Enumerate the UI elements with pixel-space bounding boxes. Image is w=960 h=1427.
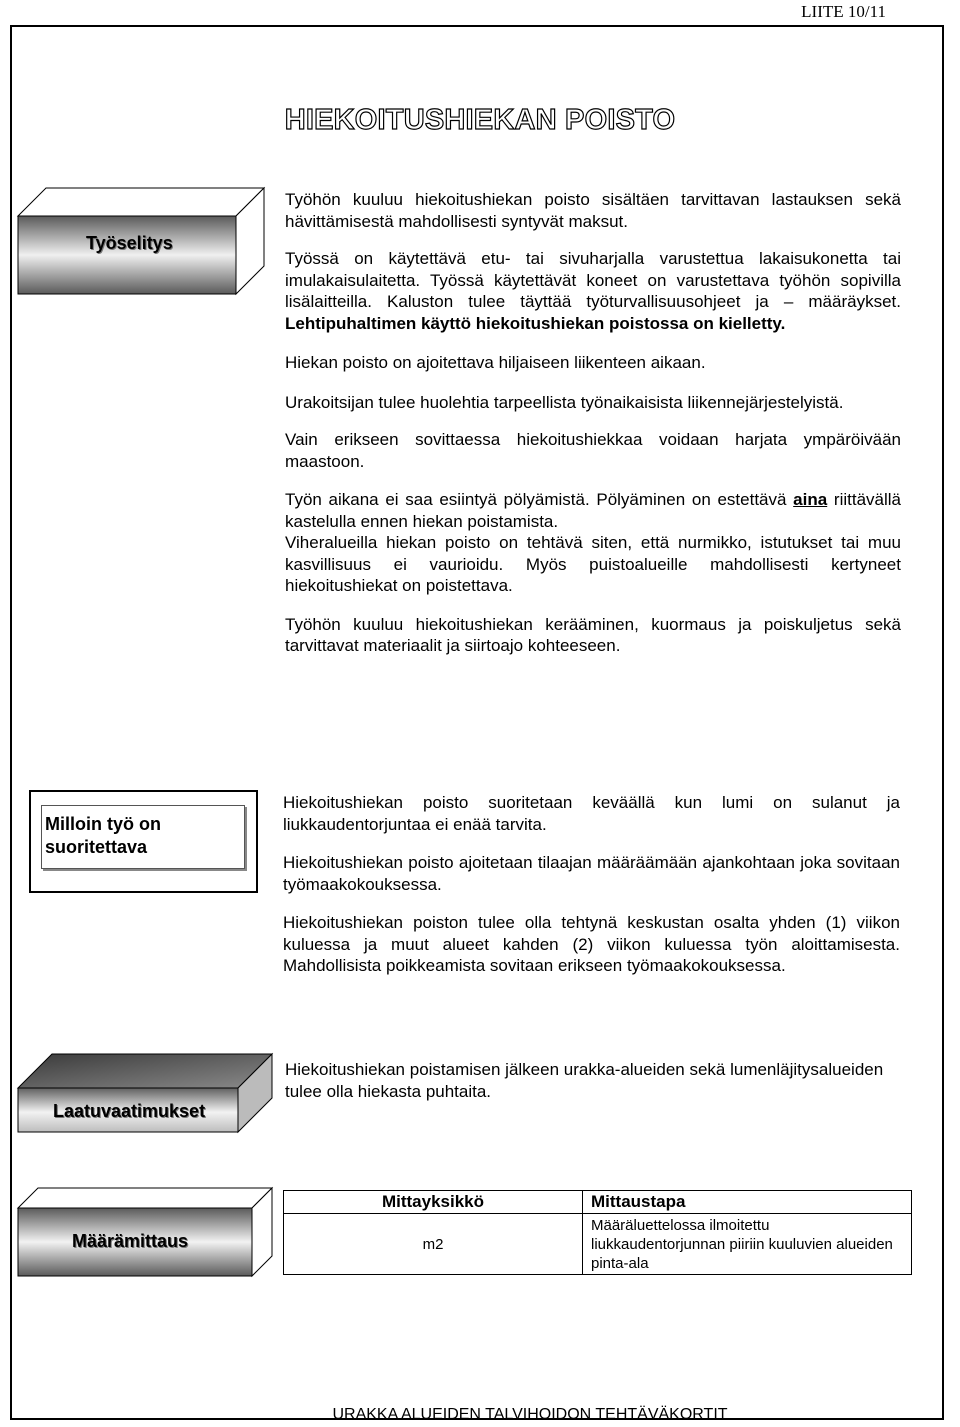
label-line: Milloin työ on	[45, 814, 161, 834]
table-header-row	[284, 1191, 912, 1214]
paragraph: Vain erikseen sovittaessa hiekoitushiekkaa voidaan harjata ympäröivään maastoon.	[285, 430, 901, 471]
section-text-milloin	[283, 792, 900, 977]
paragraph: Viheralueilla hiekan poisto on tehtävä siten, että nurmikko, istutukset tai muu kasvillisuus ei vaurioidu. Myös puistoalueille mahdollisesti kertyneet hiekoitushiekat on poistettava.	[285, 533, 901, 595]
paragraph-text: Työn aikana ei saa esiintyä pölyämistä. Pölyäminen on estettävä	[285, 490, 787, 509]
page-title: HIEKOITUSHIEKAN POISTO	[284, 104, 676, 136]
section-label-tyoselitys: Työselitys	[86, 233, 173, 253]
label-line: suoritettava	[45, 836, 148, 857]
page-number: LIITE 10/11	[801, 2, 886, 21]
paragraph: Hiekoitushiekan poiston tulee olla tehtynä keskustan osalta yhden (1) viikon kuluessa ja muut alueet kahden (2) viikon kuluessa työn aloittamisesta. Mahdollisista poikkeamista sovitaan erikseen työmaakokouksessa.	[283, 913, 900, 975]
paragraph: Työhön kuuluu hiekoitushiekan kerääminen, kuormaus ja poiskuljetus sekä tarvittavat materiaalit ja siirtoajo kohteeseen.	[285, 614, 901, 655]
paragraph-bold-text: Lehtipuhaltimen käyttö hiekoitushiekan poistossa on kielletty.	[285, 313, 786, 333]
section-label-box-maara	[16, 1186, 274, 1278]
paragraph-text: riittävällä kastelulla ennen hiekan poistamista.	[285, 490, 901, 531]
paragraph	[285, 489, 901, 532]
section-label-box-laatu	[16, 1052, 274, 1134]
table-cell: m2	[284, 1214, 583, 1275]
section-label-maara: Määrämittaus	[72, 1231, 189, 1251]
paragraph: Hiekoitushiekan poisto ajoitetaan tilaajan määräämään ajankohtaan joka sovitaan työmaakokouksessa.	[283, 853, 900, 894]
page-footer: URAKKA ALUEIDEN TALVIHOIDON TEHTÄVÄKORTIT	[332, 1406, 728, 1423]
section-label-box-tyoselitys	[16, 186, 266, 296]
paragraph: Hiekoitushiekan poisto suoritetaan keväällä kun lumi on sulanut ja liukkaudentorjuntaa ei enää tarvita.	[283, 793, 900, 834]
table-header-cell: Mittaustapa	[583, 1191, 912, 1214]
measurement-table	[283, 1190, 912, 1275]
paragraph: Työhön kuuluu hiekoitushiekan poisto sisältäen tarvittavan lastauksen sekä hävittämisestä mahdollisesti syntyvät maksut.	[285, 190, 901, 231]
table-cell: Määräluettelossa ilmoitettu liukkaudentorjunnan piiriin kuuluvien alueiden pinta-ala	[583, 1214, 912, 1275]
paragraph-text: Työssä on käytettävä etu- tai sivuharjalla varustettua lakaisukonetta tai imulakaisulaitetta. Työssä käytettävät koneet on varustettava työhön sopivilla lisälaitteilla. Kaluston tulee täyttää työturvallisuusohjeet ja – määräykset.	[285, 249, 901, 311]
table-header-cell: Mittayksikkö	[284, 1191, 583, 1214]
table-row	[284, 1214, 912, 1275]
section-text-tyoselitys	[285, 189, 901, 657]
section-label-milloin	[45, 813, 161, 858]
paragraph: Hiekoitushiekan poistamisen jälkeen urakka-alueiden sekä lumenläjitysalueiden tulee olla hiekasta puhtaita.	[285, 1060, 884, 1101]
paragraph: Urakoitsijan tulee huolehtia tarpeellista työnaikaisista liikennejärjestelyistä.	[285, 392, 844, 412]
paragraph: Hiekan poisto on ajoitettava hiljaiseen liikenteen aikaan.	[285, 353, 706, 372]
section-label-box-milloin	[29, 790, 258, 893]
paragraph	[285, 248, 901, 334]
underlined-text: aina	[793, 490, 828, 509]
section-label-laatu: Laatuvaatimukset	[53, 1101, 206, 1121]
section-text-laatu	[285, 1059, 895, 1102]
